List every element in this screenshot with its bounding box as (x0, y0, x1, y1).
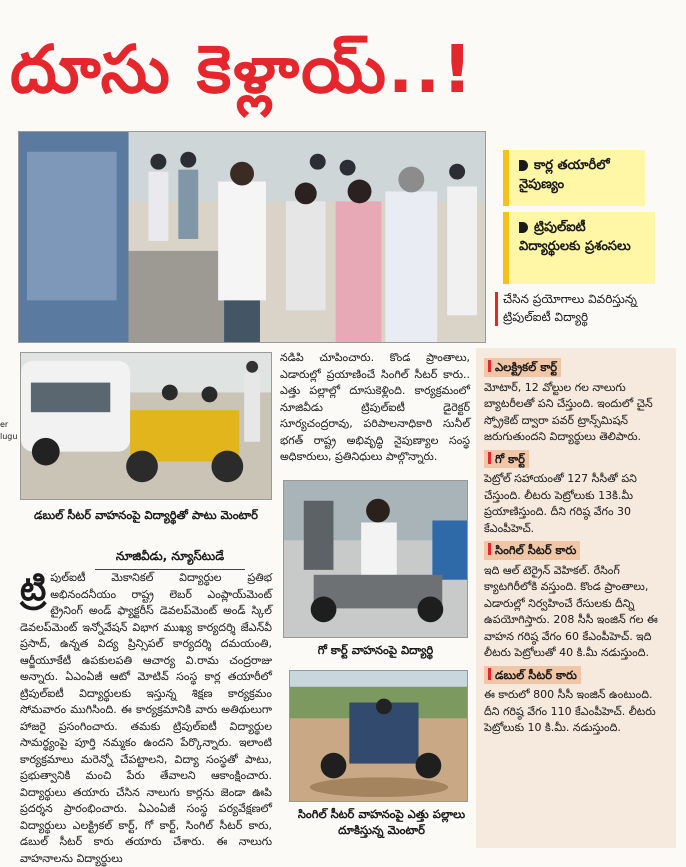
main-photo-caption: చేసిన ప్రయోగాలు వివరిస్తున్న ట్రిపుల్ఐటీ విద్యార్థి (503, 290, 673, 326)
article-body-left (20, 569, 272, 865)
spec-text: పెట్రోల్ సహాయంతో 127 సీసీతో పని చేస్తుంది. లీటరు పెట్రోలుకు 13కి.మీ ప్రయాణిస్తుంది. దీని గరిష్ఠ వేగం 30 కేఎంపీహెచ్. (484, 472, 637, 535)
edge-text-fragment: lugu (0, 432, 18, 441)
spec-double-seater (484, 662, 668, 737)
spec-title: గో కార్ట్ (484, 450, 529, 469)
body-paragraph: నడిపి చూపించారు. కొండ ప్రాంతాలు, ఎడారుల్లో ప్రయాణించే సింగిల్ సీటర్ కారు.. ఎత్తు పల్లాల్లో దూసుకెళ్లింది. కార్యక్రమంలో నూజివీడు ట్రిపుల్ఐటీ డైరెక్టర్ సూర్యచంద్రరావు, పరిపాలనాధికారి సునీల్ భగత్ రాష్ట్ర అభివృద్ధి నైపుణ్యాల సంస్థ అధికారులు, ప్రతినిధులు పాల్గొన్నారు. (280, 351, 470, 463)
edge-text-fragment: er (0, 420, 9, 429)
single-seater-photo (289, 670, 468, 802)
highlight-box-praise (503, 212, 655, 284)
highlight-text: ట్రిపుల్ఐటీ విద్యార్థులకు ప్రశంసలు (519, 220, 631, 254)
highlight-box-skill (503, 150, 645, 206)
headline: దూసు కెళ్లాయ్..! (10, 31, 475, 108)
spec-single-seater (484, 537, 668, 662)
main-photo (18, 131, 486, 343)
drop-cap: ట్రి (20, 569, 47, 609)
spec-electric-kart (484, 354, 668, 446)
go-kart-caption: గో కార్ట్ వాహనంపై విద్యార్థి (317, 643, 434, 657)
body-paragraph: పుల్ఐటీ మెకానికల్ విద్యార్థుల ప్రతిభ అభినందనీయం రాష్ట్ర లెబర్ ఎంప్లాయ్‌మెంట్ ట్రైనింగ్ అండ్ ఫ్యాక్టరీస్ డెవలప్‌మెంట్ అండ్ స్కిల్ డెవలప్‌మెంట్ ఇన్నోవేషన్ విభాగ ముఖ్య కార్యదర్శి జేఎన్‌వీ ప్రసాద్, ఉన్నత విద్య ప్రిన్సిపల్ కార్యదర్శి దమయంతి, ఆర్జీయూకేటీ ఉపకులపతి ఆచార్య వి.రామ చంద్రరాజు అన్నారు. ఏఎంఏజీ ఆటో మోటివ్ సంస్థ కార్ల తయారీలో ట్రిపుల్ఐటీ విద్యార్థులకు ఇస్తున్న శిక్షణ కార్యక్రమం సోమవారం ముగిసింది. ఈ కార్యక్రమానికి వారు అతిథులుగా హాజరై ప్రసంగించారు. తమకు ట్రిపుల్ఐటీ విద్యార్థుల సామర్థ్యంపై పూర్తి నమ్మకం ఉందని పేర్కొన్నారు. ఇలాంటి కార్యక్రమాలు మరెన్నో చేపట్టాలని, విద్యా సంస్థతో పాటు, ప్రభుత్వానికి మంచి పేరు తేవాలని ఆకాంక్షించారు. విద్యార్థులు తయారు చేసిన నాలుగు కార్లను జెండా ఊపి ప్రదర్శన ప్రారంభించారు. ఏఎంఏజీ సంస్థ పర్యవేక్షణలో విద్యార్థులు ఎలక్ట్రికల్ కార్ట్, గో కార్ట్, సింగిల్ సీటర్ కారు, డబుల్ సీటర్ కారు తయారు చేశారు. ఈ నాలుగు వాహనాలను విద్యార్థులు (20, 571, 272, 865)
highlight-marker-icon (519, 222, 528, 233)
highlight-text: కార్ల తయారీలో నైపుణ్యం (519, 158, 610, 192)
double-seater-photo (20, 352, 272, 500)
spec-text: ఈ కారులో 800 సీసీ ఇంజిన్ ఉంటుంది. దీని గరిష్ఠ వేగం 110 కేఎంపీహెచ్. లీటరు పెట్రోలుకు 10 కి.మీ. నడుస్తుంది. (484, 688, 656, 734)
go-kart-photo (283, 480, 468, 638)
article-body-middle (280, 350, 470, 466)
spec-text: మోటార్, 12 వోల్టుల గల నాలుగు బ్యాటరీలతో పని చేస్తుంది. ఇందులో చైన్ స్ప్రోకెట్ ద్వారా పవర్ ట్రాన్స్‌మిషన్ జరుగుతుందని విద్యార్థులు తెలిపారు. (484, 380, 653, 443)
spec-title: ఎలక్ట్రికల్ కార్ట్ (484, 358, 561, 377)
single-seater-caption: సింగిల్ సీటర్ వాహనంపై ఎత్తు పల్లాలు దూకిస్తున్న మెంటార్ (297, 807, 466, 837)
spec-title: సింగిల్ సీటర్ కారు (484, 541, 580, 560)
spec-text: ఇది ఆల్ టెర్రైన్ వెహికల్. రేసింగ్ క్యాటగిరీలోకి వస్తుంది. కొండ ప్రాంతాలు, ఎడారుల్లో నిర్వహించే రేసులకు దీన్ని ఉపయోగిస్తారు. 208 సీసీ ఇంజిన్ గల ఈ వాహన గరిష్ఠ వేగం 60 కేఎంపీహెచ్. ఇది లీటరు పెట్రోలుతో 40 కి.మీ నడుస్తుంది. (484, 563, 658, 659)
spec-go-kart (484, 446, 668, 538)
spec-title: డబుల్ సీటర్ కారు (484, 666, 581, 685)
dateline: నూజివీడు, న్యూస్‌టుడే (80, 549, 260, 570)
specs-sidebar (476, 348, 676, 848)
highlight-marker-icon (519, 160, 528, 171)
double-seater-caption: డబుల్ సీటర్ వాహనంపై విద్యార్థితో పాటు మెంటార్ (34, 508, 258, 522)
